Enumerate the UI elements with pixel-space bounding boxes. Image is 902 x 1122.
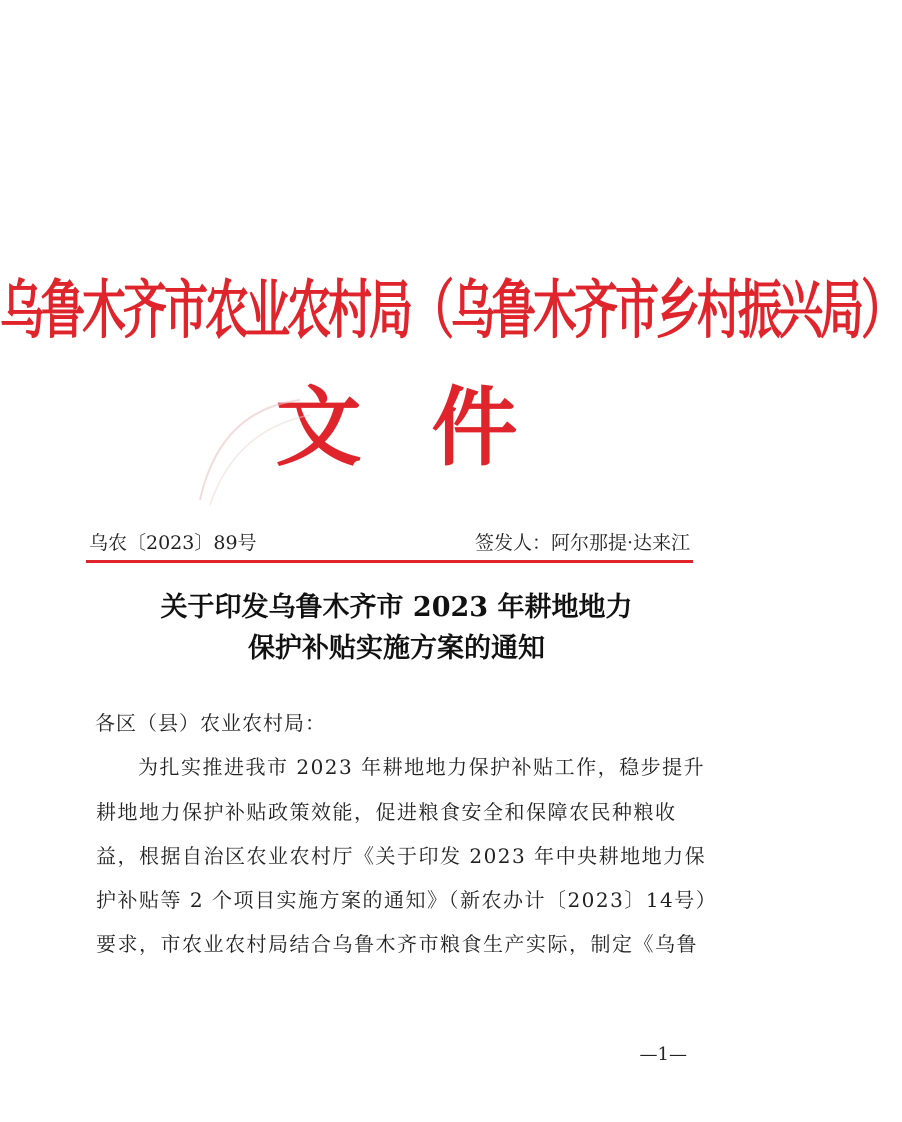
body-line: 耕地地力保护补贴政策效能，促进粮食安全和保障农民种粮收 bbox=[96, 800, 677, 824]
red-divider-rule bbox=[86, 560, 693, 563]
body-line: 为扎实推进我市 2023 年耕地地力保护补贴工作，稳步提升 bbox=[138, 755, 706, 779]
body-line: 益，根据自治区农业农村厅《关于印发 2023 年中央耕地地力保 bbox=[96, 844, 707, 868]
document-number: 乌农〔2023〕89号 bbox=[89, 532, 257, 554]
body-line: 护补贴等 2 个项目实施方案的通知》（新农办计〔2023〕14号） bbox=[96, 888, 718, 912]
salutation: 各区（县）农业农村局： bbox=[95, 711, 326, 735]
document-title-line-1: 关于印发乌鲁木齐市 2023 年耕地地力 bbox=[160, 592, 633, 623]
document-type-header: 文件 bbox=[275, 377, 588, 478]
issuing-organization-header: 乌鲁木齐市农业农村局（乌鲁木齐市乡村振兴局） bbox=[0, 273, 902, 348]
signer: 签发人：阿尔那提·达来江 bbox=[474, 532, 690, 554]
document-title-line-2: 保护补贴实施方案的通知 bbox=[248, 633, 545, 664]
body-line: 要求，市农业农村局结合乌鲁木齐市粮食生产实际，制定《乌鲁 bbox=[96, 932, 698, 956]
page-number: —1— bbox=[639, 1044, 687, 1065]
